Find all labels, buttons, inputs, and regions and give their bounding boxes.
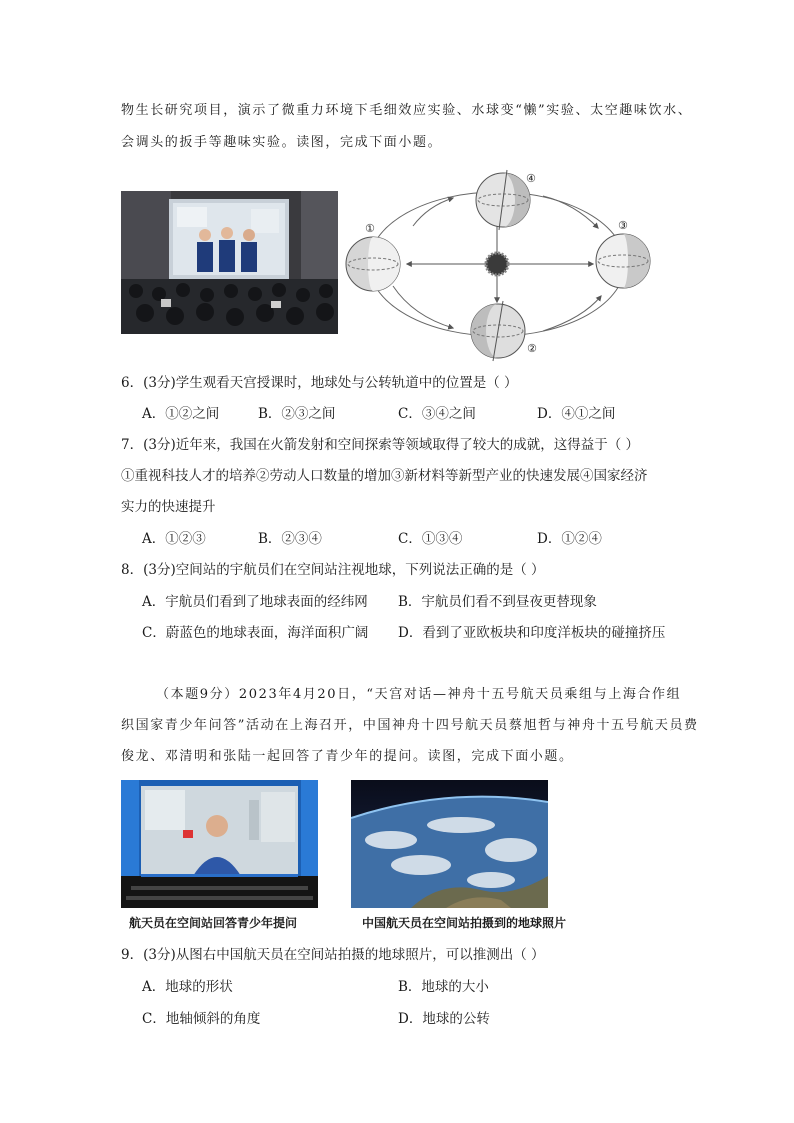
- q7-option-a[interactable]: A．①②③: [142, 531, 206, 547]
- q6-option-c[interactable]: C．③④之间: [398, 406, 476, 422]
- q8-option-a[interactable]: A．宇航员们看到了地球表面的经纬网: [142, 594, 368, 610]
- q6-option-b[interactable]: B．②③之间: [258, 406, 336, 422]
- passage1-line1: 物生长研究项目，演示了微重力环境下毛细效应实验、水球变“懒”实验、太空趣味饮水、: [121, 103, 693, 118]
- caption-right: 中国航天员在空间站拍摄到的地球照片: [362, 916, 567, 930]
- q7-option-c[interactable]: C．①③④: [398, 531, 463, 547]
- orbit-label-1: ①: [365, 222, 375, 235]
- earth-photo: [351, 780, 548, 908]
- q7-line3: 实力的快速提升: [121, 499, 216, 515]
- passage2-line1: （本题9分）2023年4月20日，“天宫对话—神舟十五号航天员乘组与上海合作组: [156, 687, 682, 702]
- q9-option-c[interactable]: C．地轴倾斜的角度: [142, 1011, 261, 1027]
- q6-option-d[interactable]: D．④①之间: [537, 406, 616, 422]
- earth-position-2-icon: [471, 301, 525, 361]
- earth-position-4-icon: [476, 170, 530, 230]
- q9-option-a[interactable]: A．地球的形状: [142, 979, 233, 995]
- q7-option-d[interactable]: D．①②④: [537, 531, 602, 547]
- q7-option-b[interactable]: B．②③④: [258, 531, 322, 547]
- orbit-label-3: ③: [618, 219, 628, 232]
- q8-option-c[interactable]: C．蔚蓝色的地球表面，海洋面积广阔: [142, 625, 369, 641]
- orbit-label-2: ②: [527, 342, 537, 355]
- q9-option-b[interactable]: B．地球的大小: [398, 979, 489, 995]
- q6-option-a[interactable]: A．①②之间: [142, 406, 220, 422]
- q6-stem: 6．(3分)学生观看天宫授课时，地球处与公转轨道中的位置是（ ）: [121, 375, 518, 391]
- q8-option-b[interactable]: B．宇航员们看不到昼夜更替现象: [398, 594, 597, 610]
- earth-position-3-icon: [596, 234, 650, 288]
- astronaut-photo: [121, 780, 318, 908]
- classroom-photo: [121, 191, 338, 334]
- q9-option-d[interactable]: D．地球的公转: [398, 1011, 490, 1027]
- q9-stem: 9．(3分)从图右中国航天员在空间站拍摄的地球照片，可以推测出（ ）: [121, 947, 545, 963]
- orbit-label-4: ④: [526, 172, 536, 185]
- q8-option-d[interactable]: D．看到了亚欧板块和印度洋板块的碰撞挤压: [398, 625, 666, 641]
- earth-position-1-icon: [346, 237, 400, 291]
- q8-stem: 8．(3分)空间站的宇航员们在空间站注视地球，下列说法正确的是（ ）: [121, 562, 545, 578]
- caption-left: 航天员在空间站回答青少年提问: [129, 916, 298, 930]
- q7-line2: ①重视科技人才的培养②劳动人口数量的增加③新材料等新型产业的快速发展④国家经济: [121, 468, 648, 484]
- passage1-line2: 会调头的扳手等趣味实验。读图，完成下面小题。: [121, 135, 443, 150]
- sun-icon: [486, 253, 508, 275]
- q7-stem: 7．(3分)近年来，我国在火箭发射和空间探索等领域取得了较大的成就，这得益于（ ）: [121, 437, 640, 453]
- passage2-line2: 织国家青少年问答”活动在上海召开，中国神舟十四号航天员蔡旭哲与神舟十五号航天员费: [121, 718, 699, 733]
- orbit-diagram: [343, 166, 665, 362]
- passage2-line3: 俊龙、邓清明和张陆一起回答了青少年的提问。读图，完成下面小题。: [121, 749, 574, 764]
